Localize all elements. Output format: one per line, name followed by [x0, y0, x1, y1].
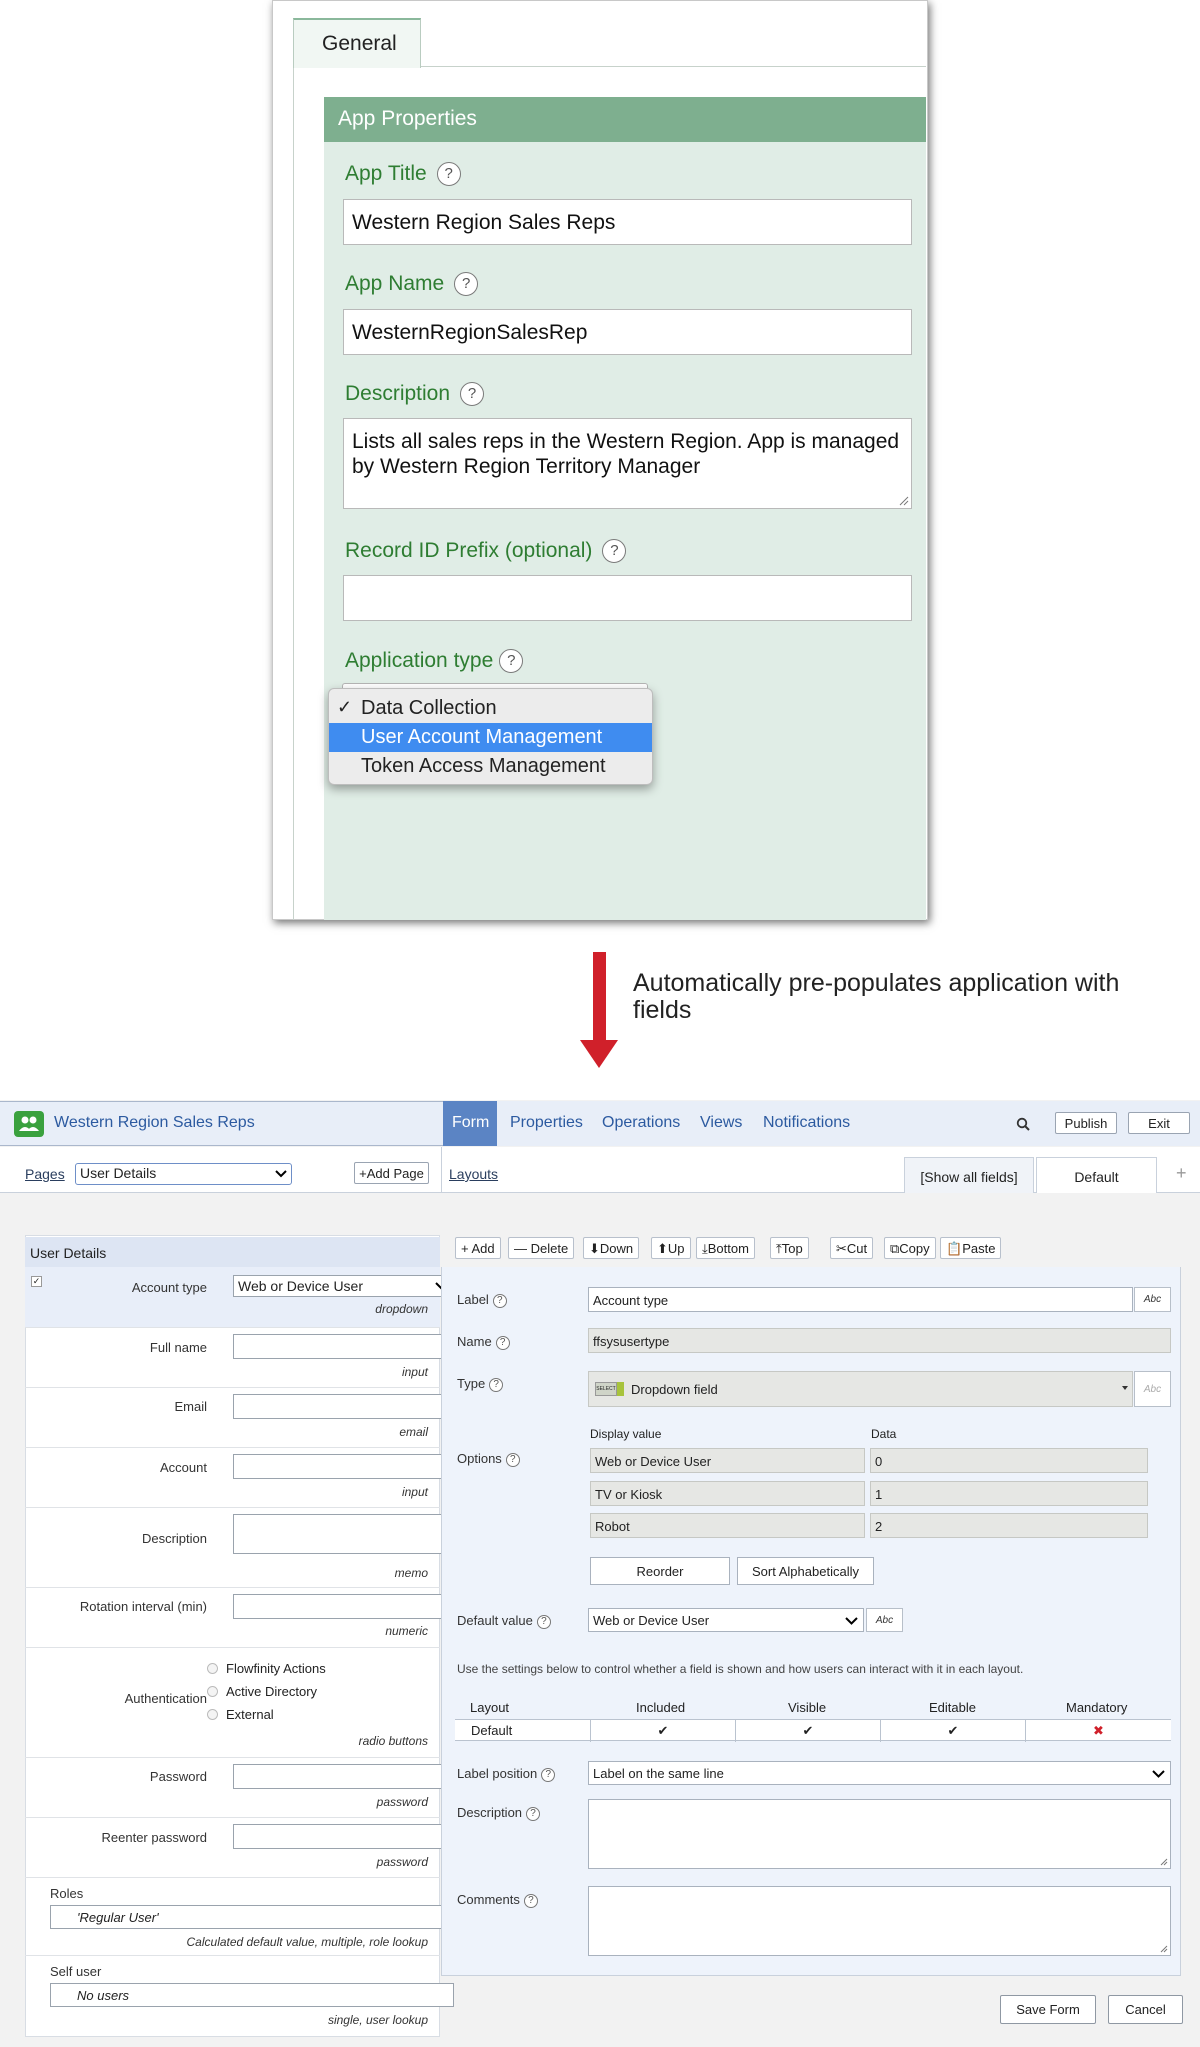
- field-type: input: [401, 1365, 428, 1379]
- resize-grip-icon[interactable]: [897, 494, 909, 506]
- field-row-self-user[interactable]: [25, 1956, 440, 2036]
- arrow-bottom-icon: ⤓: [702, 1241, 708, 1256]
- option-display-input[interactable]: TV or Kiosk: [590, 1481, 865, 1506]
- field-row-account[interactable]: [25, 1448, 440, 1508]
- resize-grip-icon[interactable]: [1159, 1857, 1168, 1866]
- account-input[interactable]: [233, 1454, 454, 1479]
- type-label: Type: [457, 1376, 486, 1391]
- cut-button[interactable]: [830, 1237, 873, 1259]
- arrow-up-icon: ⬆: [657, 1241, 668, 1256]
- self-user-value[interactable]: No users: [50, 1983, 454, 2007]
- app-title: Western Region Sales Reps: [54, 1114, 255, 1131]
- field-label: Full name: [149, 1340, 207, 1355]
- field-type: memo: [394, 1566, 428, 1580]
- help-icon[interactable]: ?: [506, 1453, 520, 1467]
- full-name-input[interactable]: [233, 1334, 454, 1359]
- arrow-top-icon: ⤒: [776, 1241, 782, 1256]
- field-row-roles[interactable]: [25, 1878, 440, 1956]
- button-label: Down: [599, 1241, 634, 1256]
- option-data-input[interactable]: 1: [870, 1481, 1148, 1506]
- tab-properties[interactable]: Properties: [510, 1114, 583, 1131]
- down-arrow-icon: [593, 952, 606, 1042]
- menu-item-data-collection[interactable]: [329, 694, 652, 723]
- field-label: Rotation interval (min): [79, 1599, 207, 1614]
- label-input[interactable]: Account type: [588, 1287, 1133, 1312]
- help-icon[interactable]: ?: [524, 1894, 538, 1908]
- tab-vertical-divider: [293, 67, 294, 920]
- publish-button[interactable]: Publish: [1055, 1112, 1117, 1134]
- help-icon[interactable]: ?: [537, 1615, 551, 1629]
- default-value-label: Default value: [457, 1613, 533, 1628]
- app-type-label: Application type: [345, 649, 494, 672]
- app-logo-icon: [14, 1111, 44, 1137]
- description-label: Description: [345, 382, 451, 405]
- field-label: Self user: [50, 1964, 102, 1979]
- select-type-icon: SELECT: [595, 1382, 617, 1396]
- field-type: password: [376, 1855, 428, 1869]
- divider: [441, 1147, 442, 1193]
- prop-comments-row: [457, 1892, 538, 1908]
- roles-value[interactable]: 'Regular User': [50, 1905, 454, 1929]
- menu-item-user-account-management[interactable]: [329, 723, 652, 752]
- button-label: Paste: [962, 1241, 996, 1256]
- field-row-rotation-interval[interactable]: [25, 1588, 440, 1648]
- rotation-interval-input[interactable]: [233, 1594, 454, 1619]
- field-row-authentication[interactable]: [25, 1648, 440, 1758]
- table-header-mandatory: Mandatory: [1066, 1700, 1128, 1715]
- field-type: numeric: [385, 1624, 428, 1638]
- field-label: Account: [160, 1460, 207, 1475]
- password-input[interactable]: [233, 1764, 454, 1789]
- table-header-layout: Layout: [470, 1700, 510, 1715]
- field-label: Reenter password: [101, 1830, 207, 1845]
- field-row-reenter-password[interactable]: [25, 1818, 440, 1878]
- chevron-down-icon: [275, 1170, 287, 1178]
- pages-select[interactable]: [75, 1163, 292, 1185]
- layout-name: Default: [471, 1723, 513, 1738]
- add-page-button[interactable]: +Add Page: [354, 1162, 429, 1184]
- field-type: password: [376, 1795, 428, 1809]
- pages-select-value: User Details: [80, 1165, 157, 1181]
- tab-show-all-fields[interactable]: [Show all fields]: [904, 1157, 1034, 1193]
- tab-notifications[interactable]: Notifications: [763, 1114, 851, 1131]
- section-header: App Properties: [324, 97, 926, 142]
- copy-button[interactable]: [884, 1237, 936, 1259]
- app-title-input[interactable]: Western Region Sales Reps: [343, 199, 912, 245]
- name-input[interactable]: ffsysusertype: [588, 1328, 1171, 1353]
- table-row: [455, 1719, 1171, 1741]
- prop-type-row: [457, 1376, 503, 1392]
- menu-item-label: Data Collection: [361, 697, 497, 719]
- editable-check-icon[interactable]: ✔: [880, 1720, 1025, 1742]
- copy-icon: ⧉: [890, 1241, 900, 1256]
- email-input[interactable]: [233, 1394, 454, 1419]
- field-label: Roles: [50, 1886, 84, 1901]
- field-label: Authentication: [124, 1691, 207, 1706]
- label-label: Label: [457, 1292, 489, 1307]
- type-badge-accent: [617, 1382, 624, 1396]
- radio-label: Flowfinity Actions: [226, 1661, 326, 1676]
- caret-down-icon: [1122, 1386, 1128, 1391]
- app-title-label: App Title: [345, 162, 427, 185]
- field-label: Account type: [131, 1280, 207, 1295]
- label-position-value: Label on the same line: [593, 1766, 724, 1781]
- account-type-value: Web or Device User: [238, 1278, 364, 1294]
- pages-link[interactable]: Pages: [25, 1166, 65, 1182]
- button-label: Bottom: [707, 1241, 749, 1256]
- radio-option[interactable]: [207, 1683, 317, 1701]
- tab-views[interactable]: Views: [700, 1114, 743, 1131]
- field-row-password[interactable]: [25, 1758, 440, 1818]
- option-display-input[interactable]: Web or Device User: [590, 1448, 865, 1473]
- field-row-email[interactable]: [25, 1388, 440, 1448]
- button-label: Up: [667, 1241, 685, 1256]
- description-field-label: [345, 382, 484, 408]
- radio-label: Active Directory: [226, 1684, 318, 1699]
- arrow-head: [580, 1040, 618, 1068]
- radio-icon[interactable]: [207, 1686, 218, 1697]
- abc-format-button-disabled: Abc: [1134, 1371, 1171, 1407]
- field-label: Description: [141, 1531, 207, 1546]
- help-icon[interactable]: ?: [496, 1336, 510, 1350]
- comments-textarea[interactable]: [588, 1886, 1171, 1956]
- help-icon[interactable]: ?: [602, 539, 626, 563]
- reenter-password-input[interactable]: [233, 1824, 454, 1849]
- help-icon[interactable]: ?: [489, 1378, 503, 1392]
- app-type-field-label: [345, 649, 523, 675]
- checkbox-icon[interactable]: ✓: [32, 1276, 41, 1286]
- settings-note: Use the settings below to control whether a field is shown and how users can interact with it in each layout.: [457, 1662, 1024, 1676]
- description-memo[interactable]: [233, 1514, 454, 1554]
- prop-description-row: [457, 1805, 540, 1821]
- name-label: Name: [457, 1334, 492, 1349]
- paste-icon: 📋: [946, 1241, 963, 1256]
- table-header-visible: Visible: [788, 1700, 827, 1715]
- help-icon[interactable]: ?: [437, 162, 461, 186]
- caption-text: Automatically pre-populates application with fields: [633, 969, 1120, 1024]
- table-header-included: Included: [636, 1700, 686, 1715]
- paste-button[interactable]: [940, 1237, 1001, 1259]
- radio-label: External: [226, 1707, 274, 1722]
- visible-check-icon[interactable]: ✔: [735, 1720, 880, 1742]
- type-value: Dropdown field: [631, 1382, 718, 1397]
- option-data-input[interactable]: 0: [870, 1448, 1148, 1473]
- app-type-dropdown-menu: [328, 688, 653, 785]
- menu-item-label: Token Access Management: [361, 755, 606, 777]
- included-check-icon[interactable]: ✔: [590, 1720, 735, 1742]
- options-label: Options: [457, 1451, 502, 1466]
- field-label: Password: [149, 1769, 207, 1784]
- field-label: Email: [174, 1399, 207, 1414]
- option-display-input[interactable]: Robot: [590, 1513, 865, 1538]
- record-prefix-field-label: [345, 539, 626, 565]
- field-type: email: [399, 1425, 428, 1439]
- menu-item-token-access-management[interactable]: [329, 752, 652, 781]
- label-position-select[interactable]: [588, 1761, 1171, 1785]
- help-icon[interactable]: ?: [454, 272, 478, 296]
- radio-icon[interactable]: [207, 1709, 218, 1720]
- description-prop-textarea[interactable]: [588, 1799, 1171, 1869]
- prop-default-value-row: [457, 1613, 551, 1629]
- data-header: Data: [871, 1427, 897, 1441]
- add-button[interactable]: + Add: [455, 1237, 501, 1259]
- resize-grip-icon[interactable]: [1159, 1944, 1168, 1953]
- move-up-button[interactable]: [651, 1237, 691, 1259]
- field-type: input: [401, 1485, 428, 1499]
- abc-format-button[interactable]: Abc: [1134, 1287, 1171, 1312]
- help-icon[interactable]: ?: [499, 649, 523, 673]
- field-type: single, user lookup: [327, 2013, 428, 2027]
- tab-operations[interactable]: Operations: [602, 1114, 681, 1131]
- add-layout-icon[interactable]: +: [1176, 1163, 1187, 1183]
- default-value-text: Web or Device User: [593, 1613, 710, 1628]
- search-icon[interactable]: [1016, 1117, 1030, 1131]
- field-row-description[interactable]: [25, 1508, 440, 1588]
- field-type: radio buttons: [358, 1734, 428, 1748]
- app-name-label: App Name: [345, 272, 445, 295]
- field-type: Calculated default value, multiple, role lookup: [186, 1935, 428, 1949]
- reorder-button[interactable]: Reorder: [590, 1557, 730, 1585]
- table-header-editable: Editable: [929, 1700, 976, 1715]
- description-text: Lists all sales reps in the Western Region. App is managed by Western Region Territory Manager: [352, 430, 900, 478]
- abc-format-button[interactable]: Abc: [866, 1608, 903, 1632]
- tab-divider: [421, 66, 926, 67]
- move-down-button[interactable]: [583, 1237, 639, 1259]
- prop-label-row: [457, 1292, 507, 1308]
- prop-label-position-row: [457, 1766, 555, 1782]
- layouts-link[interactable]: Layouts: [449, 1166, 499, 1182]
- mandatory-x-icon[interactable]: ✖: [1025, 1720, 1171, 1742]
- radio-option[interactable]: [207, 1660, 326, 1678]
- description-prop-label: Description: [457, 1805, 523, 1820]
- arrow-down-icon: ⬇: [589, 1241, 600, 1256]
- app-name-field-label: [345, 272, 478, 298]
- move-top-button[interactable]: [770, 1237, 809, 1259]
- tab-general[interactable]: General: [293, 18, 421, 68]
- field-row-full-name[interactable]: [25, 1328, 440, 1388]
- scissors-icon: ✂: [836, 1241, 847, 1256]
- chevron-down-icon: [1152, 1770, 1165, 1778]
- button-label: Top: [781, 1241, 803, 1256]
- prop-options-row: [457, 1451, 520, 1467]
- default-value-select[interactable]: [588, 1608, 864, 1632]
- button-label: Copy: [899, 1241, 930, 1256]
- radio-option[interactable]: [207, 1706, 274, 1724]
- help-icon[interactable]: ?: [460, 382, 484, 406]
- save-form-button[interactable]: Save Form: [1000, 1995, 1096, 2024]
- option-data-input[interactable]: 2: [870, 1513, 1148, 1538]
- move-bottom-button[interactable]: [696, 1237, 755, 1259]
- cancel-button[interactable]: Cancel: [1108, 1995, 1183, 2024]
- type-select[interactable]: [588, 1371, 1133, 1407]
- comments-label: Comments: [457, 1892, 520, 1907]
- field-row-account-type[interactable]: [25, 1267, 440, 1328]
- menu-item-label: User Account Management: [361, 726, 603, 748]
- button-label: Cut: [846, 1241, 868, 1256]
- exit-button[interactable]: Exit: [1128, 1112, 1190, 1134]
- help-icon[interactable]: ?: [493, 1294, 507, 1308]
- label-position-label: Label position: [457, 1766, 538, 1781]
- record-prefix-input[interactable]: [343, 575, 912, 621]
- help-icon[interactable]: ?: [541, 1768, 555, 1782]
- sort-alphabetically-button[interactable]: Sort Alphabetically: [737, 1557, 874, 1585]
- description-textarea[interactable]: [343, 418, 912, 509]
- display-value-header: Display value: [590, 1427, 662, 1441]
- delete-button[interactable]: — Delete: [508, 1237, 574, 1259]
- tab-form[interactable]: Form: [443, 1101, 497, 1146]
- prop-name-row: [457, 1334, 510, 1350]
- app-name-input[interactable]: WesternRegionSalesRep: [343, 309, 912, 355]
- record-prefix-label: Record ID Prefix (optional): [345, 539, 593, 562]
- tab-default-layout[interactable]: Default: [1036, 1157, 1157, 1193]
- radio-icon[interactable]: [207, 1663, 218, 1674]
- field-type: dropdown: [375, 1302, 428, 1316]
- chevron-down-icon: [845, 1617, 858, 1625]
- checkmark-icon: ✓: [337, 697, 353, 717]
- account-type-select[interactable]: [233, 1275, 454, 1297]
- help-icon[interactable]: ?: [526, 1807, 540, 1821]
- section-title: User Details: [25, 1237, 440, 1267]
- app-title-field-label: [345, 162, 461, 188]
